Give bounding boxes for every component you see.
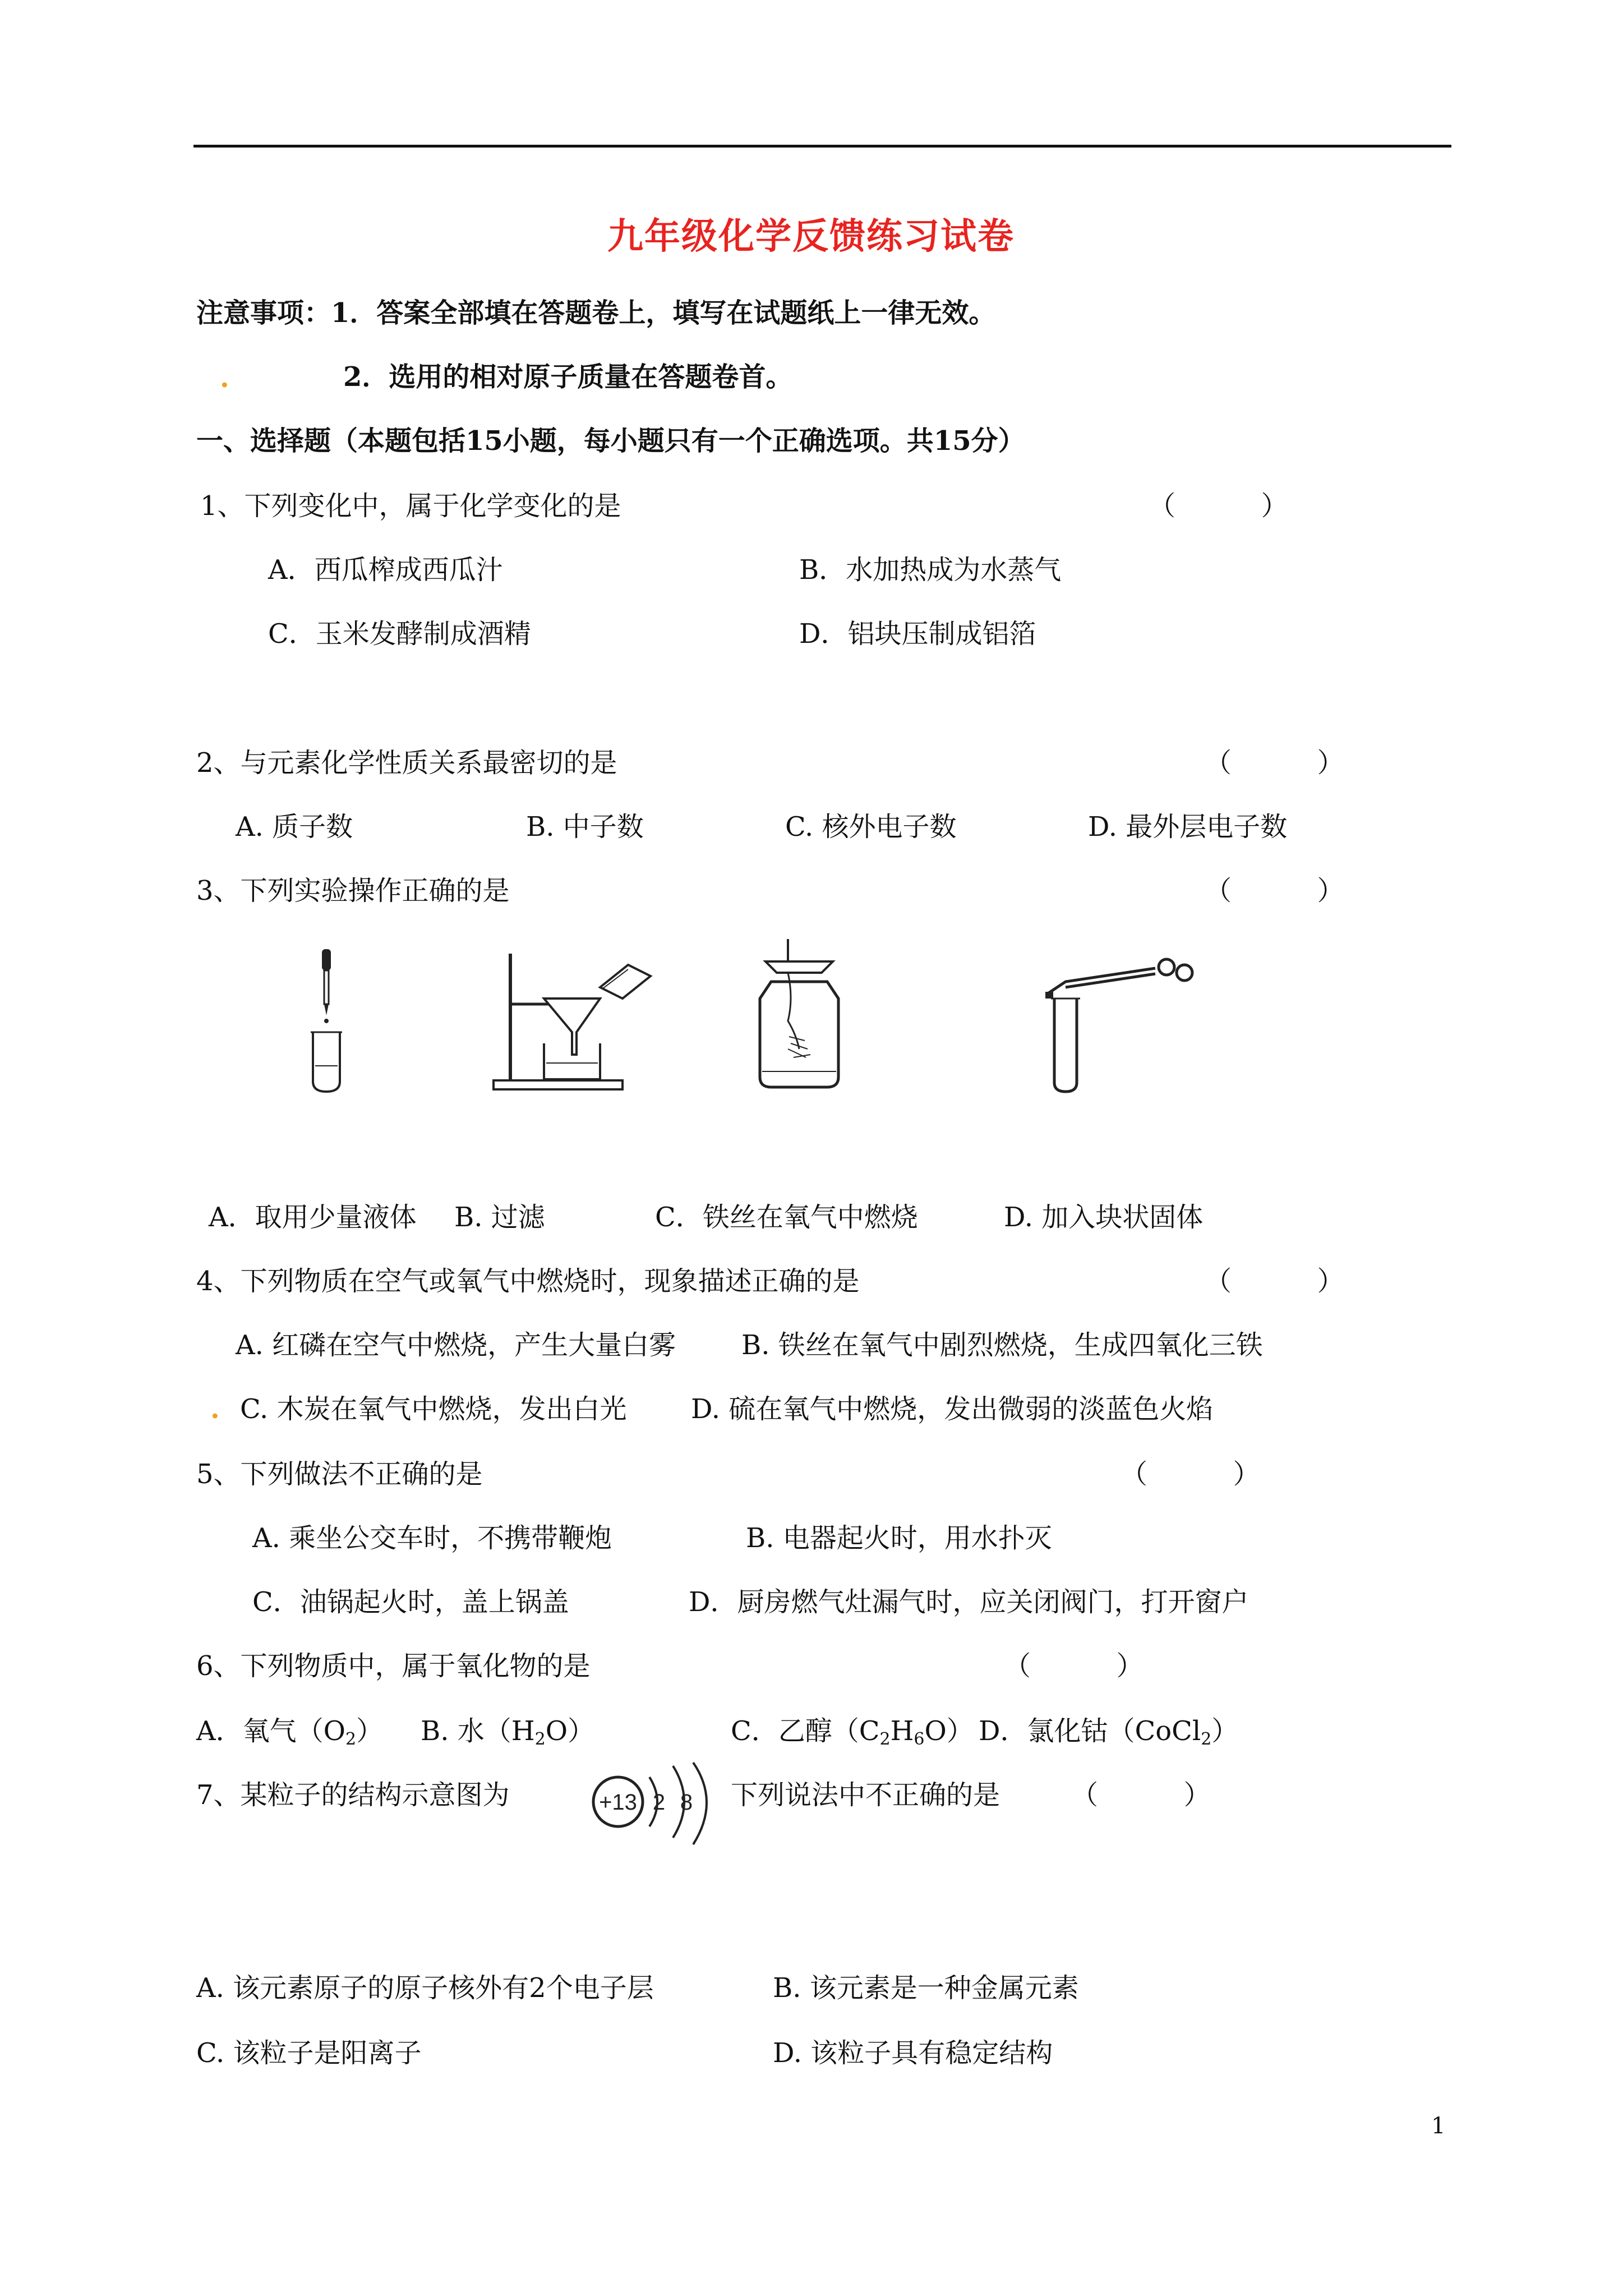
q5-option-a: A. 乘坐公交车时，不携带鞭炮 [252, 1522, 612, 1554]
q1-option-b: B．水加热成为水蒸气 [799, 554, 1062, 586]
q7-option-a: A. 该元素原子的原子核外有2个电子层 [196, 1972, 654, 2004]
solid-addition-figure [1026, 948, 1217, 1094]
q2-option-b: B. 中子数 [526, 811, 644, 843]
nucleus-label: +13 [599, 1790, 637, 1815]
section-heading: 一、选择题（本题包括15小题，每小题只有一个正确选项。共15分） [196, 425, 1025, 457]
q5-stem: 5、下列做法不正确的是 [196, 1458, 483, 1490]
q2-option-a: A. 质子数 [236, 811, 353, 843]
page-number: 1 [1431, 2113, 1446, 2139]
q3-option-c: C．铁丝在氧气中燃烧 [655, 1202, 918, 1233]
q4-option-c: C. 木炭在氧气中燃烧，发出白光 [240, 1393, 627, 1425]
q7-option-c: C. 该粒子是阳离子 [196, 2037, 422, 2069]
q3-answer-bracket: （ ） [1205, 875, 1344, 907]
q6-option-a: A．氧气$(O_2)$ [196, 1715, 384, 1749]
q7-stem-continued: 下列说法中不正确的是 [731, 1779, 1000, 1811]
q4-answer-bracket: （ ） [1205, 1266, 1344, 1297]
q4-option-a: A. 红磷在空气中燃烧，产生大量白雾 [236, 1329, 676, 1361]
shell-1-electrons: 2 [652, 1790, 666, 1815]
q1-answer-bracket: （ ） [1149, 490, 1288, 522]
q1-stem: 1、下列变化中，属于化学变化的是 [200, 490, 621, 522]
q2-answer-bracket: （ ） [1205, 747, 1344, 779]
q2-option-d: D. 最外层电子数 [1088, 811, 1288, 843]
bullet-dot-2: . [210, 1393, 220, 1425]
dropper-test-tube-figure [303, 948, 353, 1094]
q5-option-b: B. 电器起火时，用水扑灭 [746, 1522, 1052, 1554]
q4-option-b: B. 铁丝在氧气中剧烈燃烧，生成四氧化三铁 [741, 1329, 1263, 1361]
page-title: 九年级化学反馈练习试卷 [607, 215, 1015, 257]
q1-option-c: C．玉米发酵制成酒精 [268, 618, 531, 650]
q3-stem: 3、下列实验操作正确的是 [196, 875, 510, 907]
shell-2-electrons: 8 [680, 1790, 693, 1815]
notes-line-1: 注意事项：1．答案全部填在答题卷上，填写在试题纸上一律无效。 [196, 297, 996, 329]
q6-option-d: D．氯化钴（CoCl$_2$） [979, 1715, 1239, 1749]
q6-stem: 6、下列物质中，属于氧化物的是 [196, 1650, 591, 1682]
q6-option-b: B. 水$(H_2O)$ [421, 1715, 595, 1749]
q1-option-d: D．铝块压制成铝箔 [799, 618, 1036, 650]
q4-stem: 4、下列物质在空气或氧气中燃烧时，现象描述正确的是 [196, 1266, 860, 1297]
notes-line-2: 2．选用的相对原子质量在答题卷首。 [343, 361, 793, 393]
q6-answer-bracket: （ ） [1004, 1650, 1144, 1682]
q4-option-d: D. 硫在氧气中燃烧，发出微弱的淡蓝色火焰 [691, 1393, 1214, 1425]
q2-option-c: C. 核外电子数 [785, 811, 957, 843]
q5-option-c: C．油锅起火时，盖上锅盖 [252, 1586, 569, 1618]
q5-option-d: D．厨房燃气灶漏气时，应关闭阀门，打开窗户 [689, 1586, 1249, 1618]
atomic-structure-diagram [583, 1761, 723, 1862]
q7-option-b: B. 该元素是一种金属元素 [773, 1972, 1079, 2004]
q1-option-a: A．西瓜榨成西瓜汁 [268, 554, 503, 586]
iron-wire-burning-figure [754, 937, 844, 1094]
q3-option-d: D. 加入块状固体 [1004, 1202, 1204, 1233]
header-rule [193, 145, 1451, 148]
q5-answer-bracket: （ ） [1121, 1458, 1260, 1490]
q2-stem: 2、与元素化学性质关系最密切的是 [196, 747, 617, 779]
q3-option-a: A．取用少量液体 [209, 1202, 417, 1233]
filtration-figure [488, 942, 656, 1094]
q7-stem: 7、某粒子的结构示意图为 [196, 1779, 510, 1811]
q7-answer-bracket: （ ） [1071, 1779, 1211, 1811]
bullet-dot-1: . [220, 362, 229, 394]
q7-option-d: D. 该粒子具有稳定结构 [773, 2037, 1053, 2069]
q3-option-b: B. 过滤 [454, 1202, 545, 1233]
q6-option-c: C．乙醇$(C_2H_6O)$ [731, 1715, 974, 1749]
